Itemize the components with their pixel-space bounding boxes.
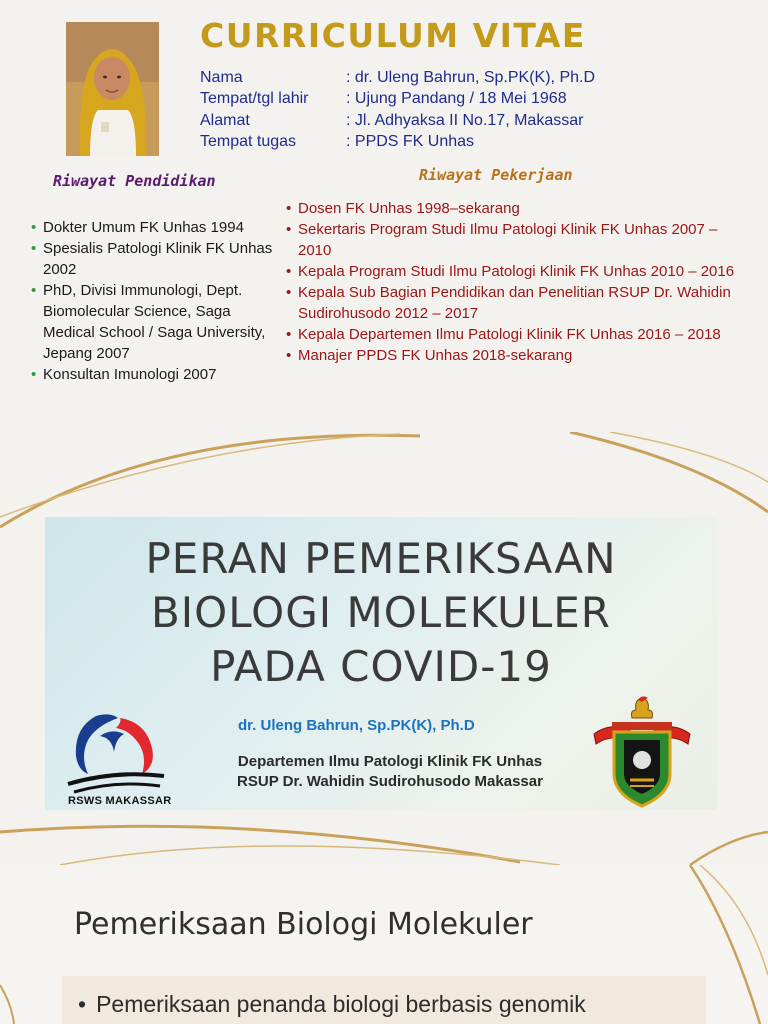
info-label: Tempat tugas: [200, 132, 297, 150]
list-item: • Kepala Sub Bagian Pendidikan dan Penelitian RSUP Dr. Wahidin Sudirohusodo 2012 – 2017: [286, 282, 746, 324]
slide-title: Pemeriksaan Biologi Molekuler: [74, 907, 533, 942]
list-item: • Dokter Umum FK Unhas 1994: [31, 217, 281, 238]
list-item: • Kepala Program Studi Ilmu Patologi Klinik FK Unhas 2010 – 2016: [286, 261, 746, 282]
list-item: • Sekertaris Program Studi Ilmu Patologi Klinik FK Unhas 2007 – 2010: [286, 219, 746, 261]
rsws-logo: [66, 708, 166, 802]
title-line: BIOLOGI MOLEKULER: [150, 588, 611, 637]
list-item: • Dosen FK Unhas 1998–sekarang: [286, 198, 746, 219]
affiliation: [190, 752, 590, 792]
education-heading: Riwayat Pendidikan: [53, 172, 216, 190]
info-row-workplace: [200, 131, 595, 152]
list-item: • PhD, Divisi Immunologi, Dept. Biomolecular Science, Saga Medical School / Saga University, Jepang 2007: [31, 280, 281, 364]
molecular-slide: [0, 865, 768, 1024]
info-label: Tempat/tgl lahir: [200, 90, 309, 108]
department-text: Departemen Ilmu Patologi Klinik FK Unhas: [237, 753, 543, 770]
info-label: Nama: [200, 69, 243, 86]
info-value: : PPDS FK Unhas: [346, 132, 475, 150]
presentation-title: [45, 532, 717, 694]
cv-title: CURRICULUM VITAE: [200, 16, 586, 55]
list-item: • Konsultan Imunologi 2007: [31, 364, 281, 385]
rsws-logo-text: RSWS MAKASSAR: [68, 795, 172, 807]
list-item: • Spesialis Patologi Klinik FK Unhas 2002: [31, 238, 281, 280]
bullet-item: • Pemeriksaan penanda biologi berbasis genomik: [78, 991, 586, 1018]
list-item: • Kepala Departemen Ilmu Patologi Klinik FK Unhas 2016 – 2018: [286, 324, 746, 345]
work-history-heading: Riwayat Pekerjaan: [419, 166, 573, 184]
list-item: • Manajer PPDS FK Unhas 2018-sekarang: [286, 345, 746, 366]
info-row-name: [200, 67, 595, 88]
title-line: PERAN PEMERIKSAAN: [145, 534, 617, 583]
presenter-name: dr. Uleng Bahrun, Sp.PK(K), Ph.D: [238, 717, 475, 734]
info-label: Alamat: [200, 111, 250, 129]
profile-photo: [66, 22, 159, 156]
work-history-list: [286, 198, 746, 366]
info-row-address: [200, 110, 595, 131]
cv-slide: [0, 0, 768, 432]
unhas-emblem-icon: [590, 694, 694, 812]
title-slide: [0, 432, 768, 865]
personal-info-table: [200, 67, 595, 152]
info-value: : dr. Uleng Bahrun, Sp.PK(K), Ph.D: [346, 69, 596, 86]
education-list: [31, 217, 281, 385]
info-row-birth: [200, 88, 595, 109]
info-value: : Ujung Pandang / 18 Mei 1968: [346, 90, 567, 108]
info-value: : Jl. Adhyaksa II No.17, Makassar: [346, 111, 584, 129]
title-line: PADA COVID-19: [210, 642, 552, 691]
hospital-text: RSUP Dr. Wahidin Sudirohusodo Makassar: [237, 773, 543, 790]
